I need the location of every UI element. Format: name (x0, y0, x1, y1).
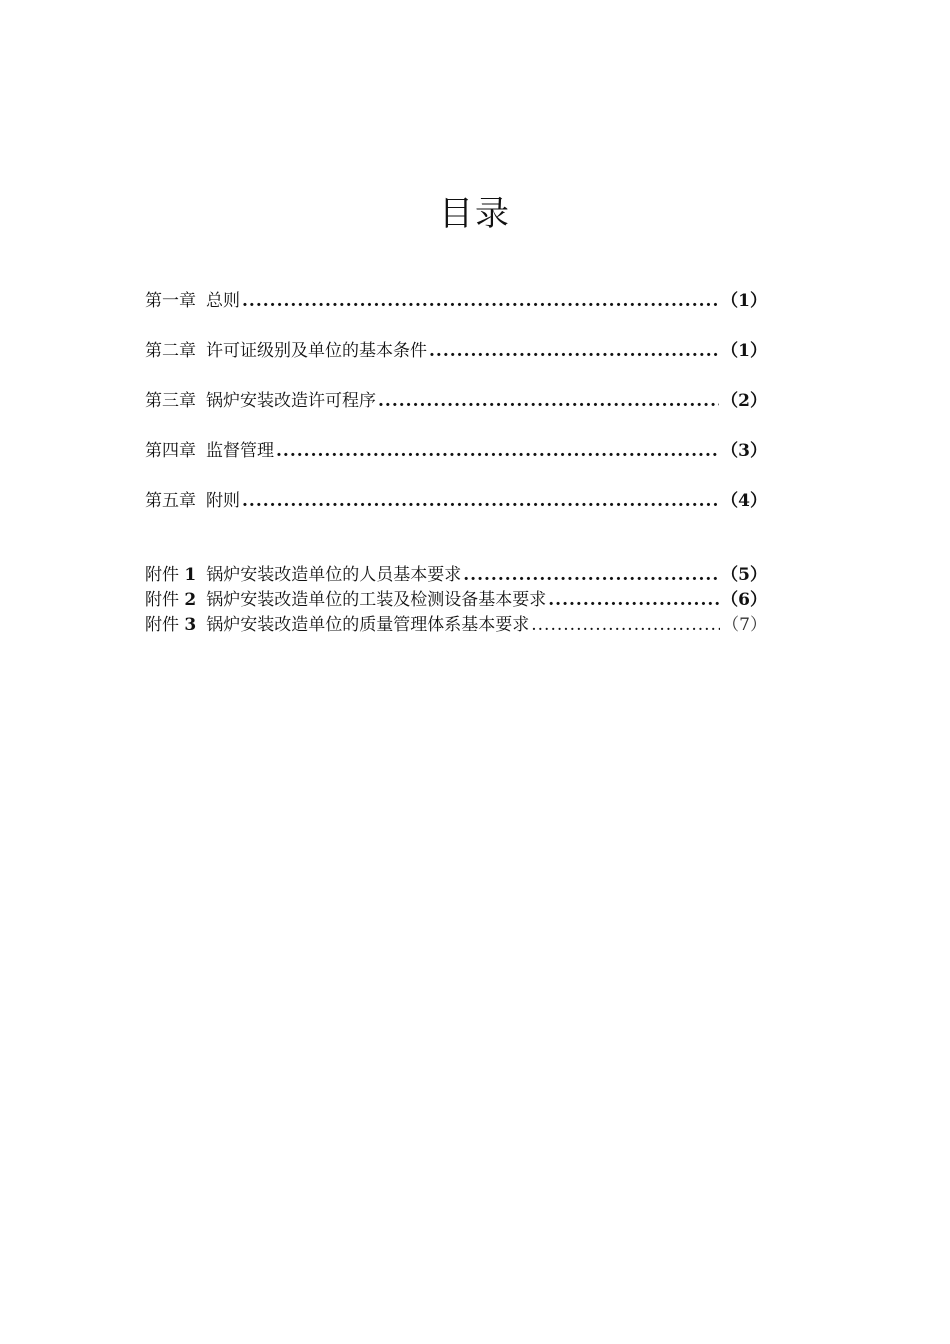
toc-entry-label (145, 488, 240, 514)
dot-leader (242, 488, 719, 514)
chapter-number: 第四章 (145, 441, 196, 461)
appendix-title: 锅炉安装改造单位的人员基本要求 (206, 565, 462, 585)
page-number: （4） (721, 491, 767, 511)
chapter-title: 总则 (206, 291, 240, 311)
chapter-number: 第二章 (145, 341, 196, 361)
dot-leader (429, 338, 719, 364)
page-number: （5） (721, 565, 767, 585)
toc-entry-label (145, 588, 546, 613)
page-number: （1） (721, 341, 767, 361)
page-number: （7） (722, 615, 767, 635)
dot-leader (276, 438, 719, 464)
page-number: （3） (721, 441, 767, 461)
appendix-number: 1 (184, 565, 197, 585)
chapter-title: 附则 (206, 491, 240, 511)
page-number: （2） (721, 391, 767, 411)
page-number: （1） (721, 291, 767, 311)
dot-leader (548, 588, 719, 613)
toc-appendices (145, 563, 767, 638)
chapter-title: 锅炉安装改造许可程序 (206, 391, 376, 411)
chapter-title: 监督管理 (206, 441, 274, 461)
chapter-title: 许可证级别及单位的基本条件 (206, 341, 427, 361)
toc-entry-appendix-3[interactable] (145, 613, 767, 638)
chapter-number: 第三章 (145, 391, 196, 411)
toc-entry-chapter-1[interactable] (145, 288, 767, 314)
dot-leader (242, 288, 719, 314)
toc-entry-label (145, 288, 240, 314)
toc-entry-chapter-3[interactable] (145, 388, 767, 414)
toc-entry-label (145, 388, 376, 414)
appendix-title: 锅炉安装改造单位的工装及检测设备基本要求 (206, 590, 547, 610)
page-title: 目录 (439, 194, 511, 234)
appendix-number: 3 (184, 615, 197, 635)
toc-entry-chapter-2[interactable] (145, 338, 767, 364)
dot-leader (463, 563, 719, 588)
appendix-number: 2 (184, 590, 197, 610)
toc-entry-appendix-2[interactable] (145, 588, 767, 613)
appendix-title: 锅炉安装改造单位的质量管理体系基本要求 (206, 615, 530, 635)
toc-entry-appendix-1[interactable] (145, 563, 767, 588)
toc-entry-label (145, 563, 461, 588)
dot-leader (531, 613, 720, 638)
toc-entry-chapter-5[interactable] (145, 488, 767, 514)
appendix-prefix: 附件 (145, 615, 179, 635)
toc-entry-chapter-4[interactable] (145, 438, 767, 464)
toc-entry-label (145, 613, 529, 638)
appendix-prefix: 附件 (145, 565, 179, 585)
toc-entry-label (145, 338, 427, 364)
chapter-number: 第五章 (145, 491, 196, 511)
appendix-prefix: 附件 (145, 590, 179, 610)
toc-chapters (145, 288, 767, 538)
dot-leader (378, 388, 719, 414)
page-number: （6） (721, 590, 767, 610)
toc-entry-label (145, 438, 274, 464)
chapter-number: 第一章 (145, 291, 196, 311)
